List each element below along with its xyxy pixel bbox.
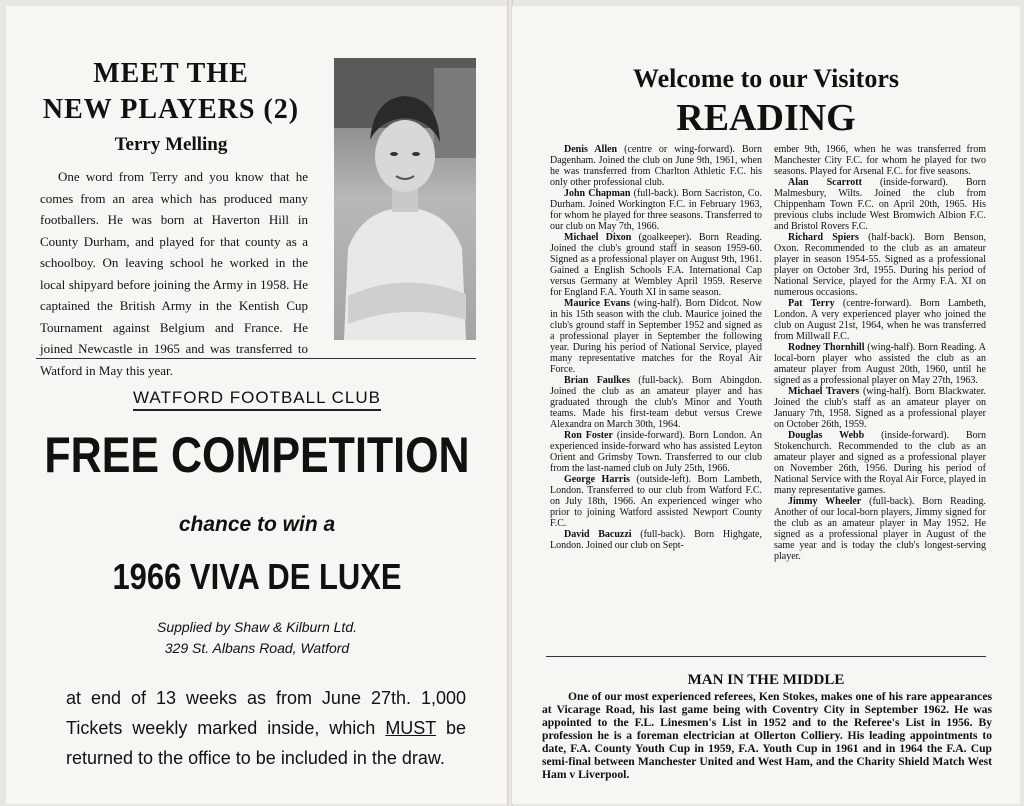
player-entry (774, 232, 986, 298)
feature-title-line1: MEET THE (93, 58, 249, 89)
man-in-middle-title: MAN IN THE MIDDLE (687, 672, 845, 688)
player-entry-name: Richard Spiers (788, 232, 859, 243)
player-entry-text: (goalkeeper). Born Reading. Joined the club's ground staff in season 1959-60. Signed as a professional player on August 9th, 1961. Gained a English Schools F.A. International Cap versus Germany at Wembley April 1959. Reserve for England F.A. Youth XI in same season. (550, 232, 762, 298)
club-name-text: WATFORD FOOTBALL CLUB (133, 388, 381, 411)
player-entry-text: (full-back). Born Reading. Another of our local-born players, Jimmy signed for the club as an amateur player in May 1952. He signed as a professional player in August of the same year and is today the club's longest-serving player. (774, 496, 986, 562)
player-portrait-graphic (334, 58, 476, 340)
column-continuation: ember 9th, 1966, when he was transferred from Manchester City F.C. for whom he played for two seasons. Played for Arsenal F.C. for five seasons. (774, 144, 986, 177)
player-entry (774, 386, 986, 430)
supplier: Supplied by Shaw & Kilburn Ltd. (156, 619, 357, 635)
player-entry (550, 144, 762, 188)
player-entry-text: (wing-half). Born Didcot. Now in his 15th season with the club. Maurice joined the club's ground staff in September 1952 and signed as a professional player in September the following year. During his period of National Service, played many representative matches for the Royal Air Force. (550, 298, 763, 375)
supplier-address: 329 St. Albans Road, Watford (164, 640, 350, 656)
players-column-1 (550, 144, 762, 551)
player-entry (550, 298, 762, 375)
section-divider-right (546, 656, 986, 657)
left-page (6, 6, 508, 804)
player-entry (550, 474, 762, 529)
player-entry-name: Michael Dixon (564, 232, 632, 243)
player-entry-name: Douglas Webb (788, 430, 865, 441)
player-entry (774, 496, 986, 562)
player-bio: One word from Terry and you know that he comes from an area which has produced many footballers. He was born at Haverton Hill in County Durham, and played for that county as a schoolboy. On leaving school he worked in the local shipyard before joining the Army in 1958. He captained the British Army in the Kentish Cup Tournament against Belgium and France. He joined Newcastle in 1965 and was transferred to Watford in May this year. (40, 169, 308, 378)
player-entry-name: David Bacuzzi (564, 529, 632, 540)
player-entry-text: (inside-forward). Born Stokenchurch. Recommended to the club as an amateur player and signed as a professional player on November 26th, 1956. During his period of National Service with the Royal Air Force, played in many representative games. (774, 430, 986, 496)
competition-subtitle: chance to win a (178, 513, 336, 536)
player-entry-name: Maurice Evans (564, 298, 630, 309)
feature-title (6, 56, 336, 128)
team-heading: READING (676, 97, 856, 139)
player-entry-text: (inside-forward). Born Malmesbury, Wilts. Joined the club from Chippenham Town F.C. on April 20th, 1965. His previous clubs include West Bromwich Albion F.C. and Bristol Rovers F.C. (774, 177, 986, 232)
player-entry-name: Pat Terry (788, 298, 835, 309)
player-entry-name: Ron Foster (564, 430, 613, 441)
man-in-middle-text: One of our most experienced referees, Ken Stokes, makes one of his rare appearances at Vicarage Road, his last game being with Coventry City in September 1962. He was appointed to the F.L. Linesmen's List in 1952 and to the Referee's List in 1956. By profession he is a foreman electrician at Ollerton Colliery. His leading appointments to date, F.A. County Youth Cup in 1959, F.A. Youth Cup in 1961 and in 1964 the F.A. Cup semi-final between Manchester United and West Ham, and the Charity Shield Match West Ham v Liverpool. (542, 690, 992, 781)
player-entry-text: (centre-forward). Born Lambeth, London. A very experienced player who joined the club on August 21st, 1964, when he was transferred from Millwall F.C. (774, 298, 986, 342)
player-entry (774, 298, 986, 342)
rules-part1: at end of 13 weeks as from June 27th. 1,000 Tickets weekly marked inside, which (66, 688, 466, 738)
player-entry-text: (inside-forward). Born London. An experienced inside-forward who has assisted Leyton Orient and Grimsby Town. Transferred to our club from the last-named club on July 25th, 1966. (550, 430, 762, 474)
player-entry-text: (wing-half). Born Blackwater. Joined the club's staff as an amateur player on January 7th, 1958. Signed as a professional player on October 26th, 1959. (774, 386, 987, 430)
player-entry-name: Alan Scarrott (788, 177, 862, 188)
player-entry-name: Brian Faulkes (564, 375, 631, 386)
player-entry (550, 375, 762, 430)
player-entry-text: (outside-left). Born Lambeth, London. Transferred to our club from Watford F.C. on July 18th, 1966. An experienced winger who prior to joining Watford assisted Newport County F.C. (550, 474, 763, 529)
player-entry-text: (wing-half). Born Reading. A local-born player who assisted the club as an amateur player from August 20th, 1960, until he signed as a professional player on May 27th, 1963. (774, 342, 986, 386)
player-entry (774, 177, 986, 232)
rules-emphasis: MUST (385, 718, 436, 738)
player-entry-text: (full-back). Born Sacriston, Co. Durham. Joined Workington F.C. in February 1963, for whom he played for three seasons. Transferred to our club on May 7th, 1966. (550, 188, 763, 232)
welcome-heading: Welcome to our Visitors (633, 64, 899, 93)
player-entry (550, 188, 762, 232)
players-column-2 (774, 144, 986, 562)
player-entry-name: Denis Allen (564, 144, 618, 155)
competition-rules (66, 683, 466, 773)
player-entry-text: (full-back). Born Highgate, London. Joined our club on Sept- (550, 529, 762, 551)
player-entry-text: (centre or wing-forward). Born Dagenham. Joined the club on June 9th, 1961, when he was transferred from Charlton Athletic F.C. his only other professional club. (550, 144, 763, 188)
player-photo (334, 58, 476, 340)
player-entry (550, 232, 762, 298)
player-entry-text: (full-back). Born Abingdon. Joined the club as an amateur player and has graduated through the club's Minor and Youth teams. Made his first-team debut versus Crewe Alexandra on March 30th, 1964. (550, 375, 762, 430)
player-entry-name: Rodney Thornhill (788, 342, 865, 353)
feature-title-line2: NEW PLAYERS (2) (42, 94, 300, 125)
prize-title: 1966 VIVA DE LUXE (112, 556, 402, 597)
player-entry-name: Jimmy Wheeler (788, 496, 862, 507)
player-entry-name: John Chapman (564, 188, 631, 199)
rules-part2: be returned to the office to be included in the draw. (66, 718, 466, 768)
section-divider (36, 358, 476, 359)
player-name: Terry Melling (114, 134, 228, 155)
competition-title: FREE COMPETITION (44, 427, 470, 483)
player-entry (550, 529, 762, 551)
club-name (6, 388, 508, 408)
player-entry (774, 342, 986, 386)
player-entry-name: George Harris (564, 474, 630, 485)
player-entry (774, 430, 986, 496)
right-page (512, 6, 1020, 804)
player-entry (550, 430, 762, 474)
player-entry-name: Michael Travers (788, 386, 860, 397)
player-entry-text: (half-back). Born Benson, Oxon. Recommended to the club as an amateur player in season 1954-55. Signed as a professional player on October 3rd, 1955. During his period of National Service, played for the Army F.A. XI on numerous occasions. (774, 232, 987, 298)
